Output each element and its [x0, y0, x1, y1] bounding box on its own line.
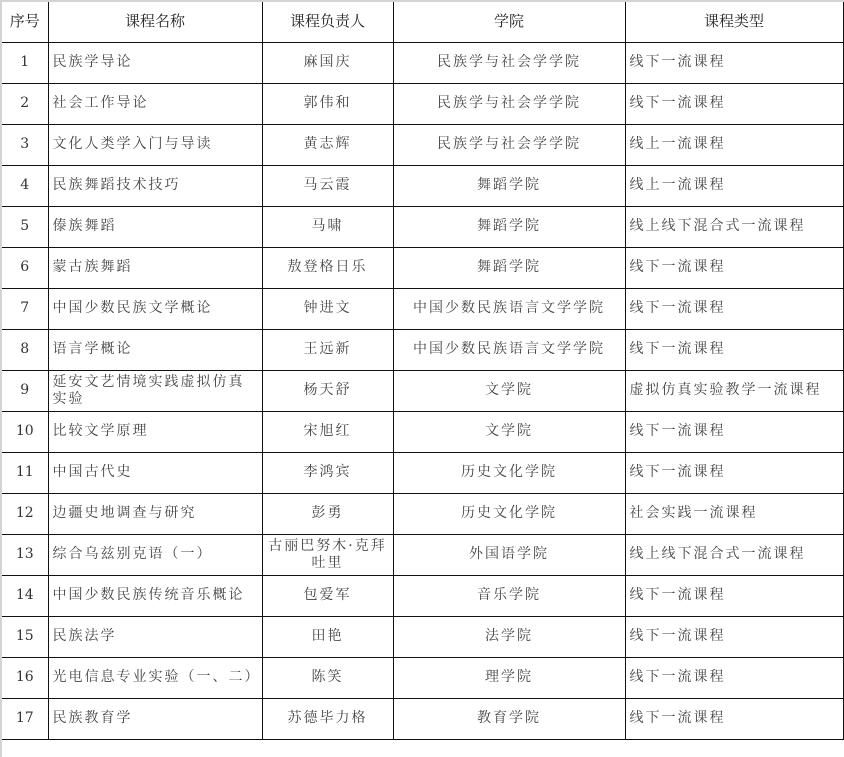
- cell-course-type: 线下一流课程: [625, 288, 843, 329]
- table-row: [2, 83, 843, 124]
- table-row: [2, 411, 843, 452]
- cell-index: 6: [2, 247, 48, 288]
- cell-course-type: 社会实践一流课程: [625, 493, 843, 534]
- cell-college: 文学院: [393, 411, 625, 452]
- cell-course-name: 中国古代史: [48, 452, 262, 493]
- header-course-name: 课程名称: [48, 2, 262, 42]
- cell-course-type: 线下一流课程: [625, 83, 843, 124]
- cell-course-name: 延安文艺情境实践虚拟仿真实验: [48, 370, 262, 411]
- header-course-type: 课程类型: [625, 2, 843, 42]
- cell-course-type: 线上一流课程: [625, 165, 843, 206]
- table-row: [2, 534, 843, 575]
- cell-course-type: 线下一流课程: [625, 452, 843, 493]
- cell-college: 民族学与社会学学院: [393, 124, 625, 165]
- header-index: 序号: [2, 2, 48, 42]
- table-header: [2, 2, 843, 42]
- table-body: [2, 42, 843, 739]
- cell-college: 舞蹈学院: [393, 165, 625, 206]
- cell-course-type: 线上一流课程: [625, 124, 843, 165]
- cell-index: 15: [2, 616, 48, 657]
- cell-leader: 杨天舒: [262, 370, 393, 411]
- cell-leader: 包爱军: [262, 575, 393, 616]
- table-row: [2, 42, 843, 83]
- cell-course-name: 比较文学原理: [48, 411, 262, 452]
- cell-course-type: 线上线下混合式一流课程: [625, 206, 843, 247]
- cell-college: 民族学与社会学学院: [393, 42, 625, 83]
- cell-course-name: 语言学概论: [48, 329, 262, 370]
- cell-index: 1: [2, 42, 48, 83]
- cell-course-type: 线下一流课程: [625, 411, 843, 452]
- header-leader: 课程负责人: [262, 2, 393, 42]
- cell-course-name: 民族舞蹈技术技巧: [48, 165, 262, 206]
- cell-course-name: 蒙古族舞蹈: [48, 247, 262, 288]
- cell-index: 3: [2, 124, 48, 165]
- table-row: [2, 124, 843, 165]
- cell-index: 2: [2, 83, 48, 124]
- cell-college: 理学院: [393, 657, 625, 698]
- cell-college: 文学院: [393, 370, 625, 411]
- cell-leader: 马云霞: [262, 165, 393, 206]
- cell-college: 历史文化学院: [393, 493, 625, 534]
- cell-index: 5: [2, 206, 48, 247]
- cell-leader: 钟进文: [262, 288, 393, 329]
- table-row: [2, 206, 843, 247]
- table-row: [2, 493, 843, 534]
- cell-leader: 陈笑: [262, 657, 393, 698]
- table-row: [2, 698, 843, 739]
- cell-course-type: 线下一流课程: [625, 42, 843, 83]
- table-row: [2, 288, 843, 329]
- cell-college: 教育学院: [393, 698, 625, 739]
- cell-leader: 宋旭红: [262, 411, 393, 452]
- cell-leader: 王远新: [262, 329, 393, 370]
- cell-index: 16: [2, 657, 48, 698]
- cell-index: 8: [2, 329, 48, 370]
- cell-leader: 郭伟和: [262, 83, 393, 124]
- cell-course-type: 线下一流课程: [625, 657, 843, 698]
- cell-course-name: 光电信息专业实验（一、二）: [48, 657, 262, 698]
- cell-leader: 马啸: [262, 206, 393, 247]
- cell-course-type: 虚拟仿真实验教学一流课程: [625, 370, 843, 411]
- cell-college: 法学院: [393, 616, 625, 657]
- cell-course-name: 中国少数民族文学概论: [48, 288, 262, 329]
- table-row: [2, 165, 843, 206]
- course-table: [2, 2, 844, 740]
- cell-course-name: 民族法学: [48, 616, 262, 657]
- cell-index: 7: [2, 288, 48, 329]
- cell-course-name: 边疆史地调查与研究: [48, 493, 262, 534]
- table-row: [2, 657, 843, 698]
- cell-course-type: 线下一流课程: [625, 616, 843, 657]
- header-row: [2, 2, 843, 42]
- header-college: 学院: [393, 2, 625, 42]
- cell-leader: 李鸿宾: [262, 452, 393, 493]
- table-row: [2, 247, 843, 288]
- table-row: [2, 329, 843, 370]
- cell-leader: 古丽巴努木·克拜吐里: [262, 534, 393, 575]
- cell-college: 外国语学院: [393, 534, 625, 575]
- cell-course-name: 傣族舞蹈: [48, 206, 262, 247]
- cell-course-type: 线下一流课程: [625, 698, 843, 739]
- cell-index: 13: [2, 534, 48, 575]
- cell-index: 9: [2, 370, 48, 411]
- cell-index: 10: [2, 411, 48, 452]
- cell-leader: 敖登格日乐: [262, 247, 393, 288]
- cell-course-name: 中国少数民族传统音乐概论: [48, 575, 262, 616]
- cell-leader: 苏德毕力格: [262, 698, 393, 739]
- table-row: [2, 575, 843, 616]
- cell-course-type: 线上线下混合式一流课程: [625, 534, 843, 575]
- table-row: [2, 452, 843, 493]
- cell-index: 17: [2, 698, 48, 739]
- cell-college: 中国少数民族语言文学学院: [393, 329, 625, 370]
- cell-index: 14: [2, 575, 48, 616]
- cell-index: 4: [2, 165, 48, 206]
- cell-course-name: 民族学导论: [48, 42, 262, 83]
- cell-course-name: 民族教育学: [48, 698, 262, 739]
- table-row: [2, 616, 843, 657]
- cell-college: 音乐学院: [393, 575, 625, 616]
- cell-course-name: 综合乌兹别克语（一）: [48, 534, 262, 575]
- cell-index: 11: [2, 452, 48, 493]
- cell-course-type: 线下一流课程: [625, 329, 843, 370]
- cell-course-type: 线下一流课程: [625, 247, 843, 288]
- cell-index: 12: [2, 493, 48, 534]
- cell-course-type: 线下一流课程: [625, 575, 843, 616]
- cell-college: 舞蹈学院: [393, 247, 625, 288]
- cell-college: 舞蹈学院: [393, 206, 625, 247]
- cell-leader: 彭勇: [262, 493, 393, 534]
- cell-course-name: 社会工作导论: [48, 83, 262, 124]
- cell-leader: 麻国庆: [262, 42, 393, 83]
- cell-leader: 田艳: [262, 616, 393, 657]
- cell-college: 民族学与社会学学院: [393, 83, 625, 124]
- cell-college: 历史文化学院: [393, 452, 625, 493]
- cell-college: 中国少数民族语言文学学院: [393, 288, 625, 329]
- table-row: [2, 370, 843, 411]
- cell-leader: 黄志辉: [262, 124, 393, 165]
- cell-course-name: 文化人类学入门与导读: [48, 124, 262, 165]
